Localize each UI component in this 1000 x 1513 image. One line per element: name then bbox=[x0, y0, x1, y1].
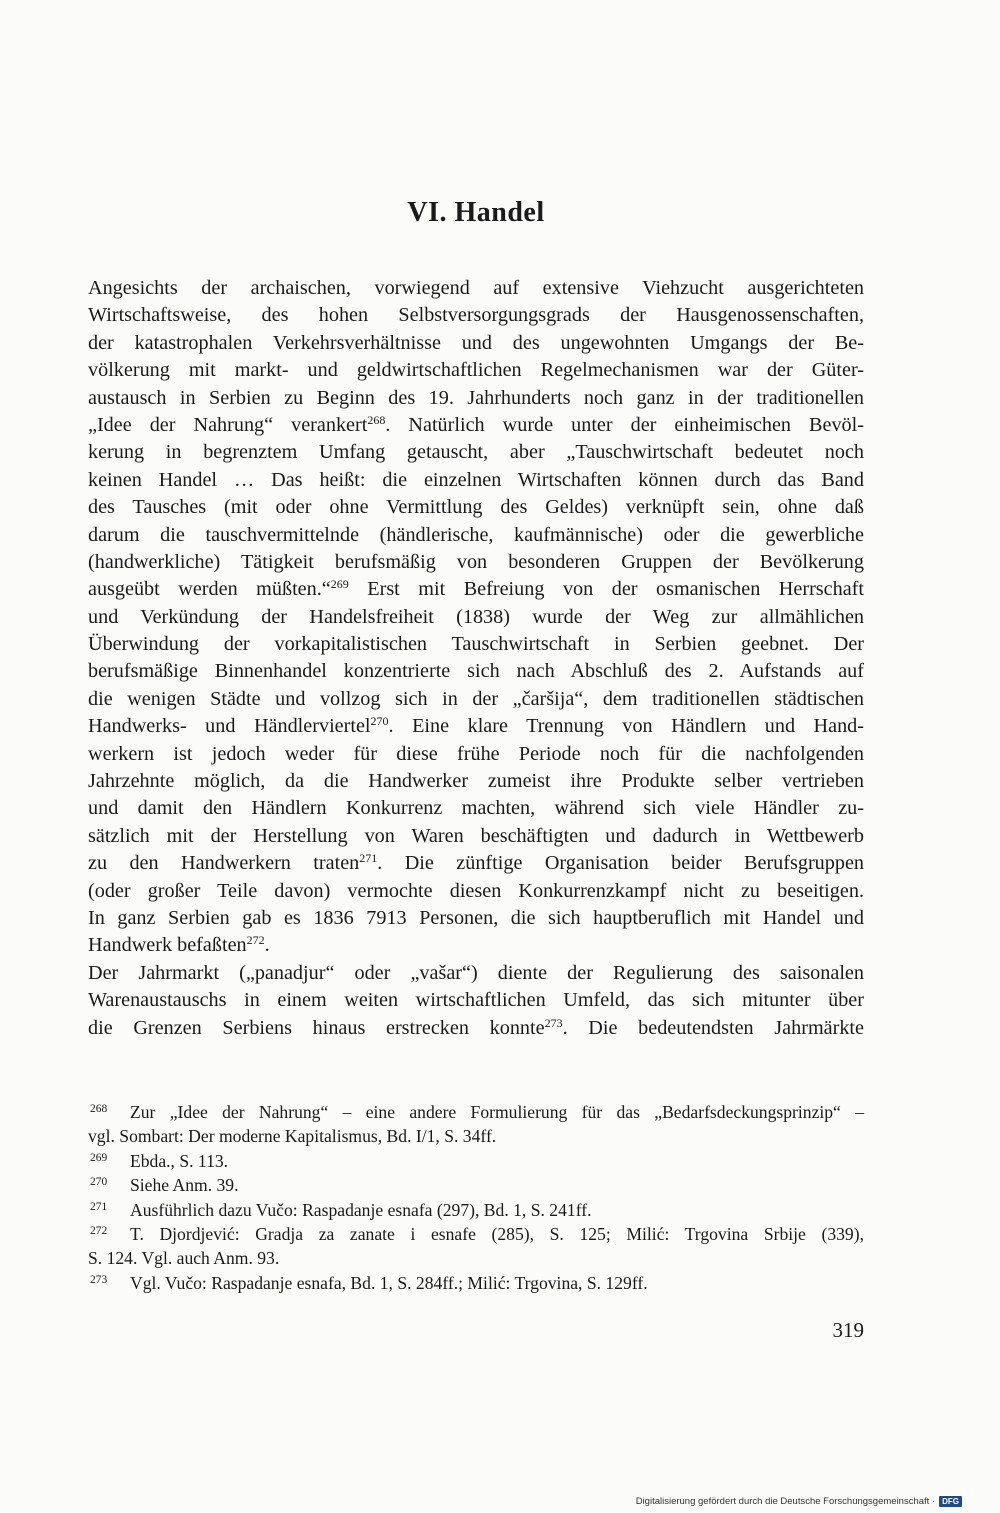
text-line: „Idee der Nahrung“ verankert$^{268}$. Natürlich wurde unter der einheimischen Bevöl- bbox=[88, 412, 864, 436]
text-line: Jahrzehnte möglich, da die Handwerker zumeist ihre Produkte selber vertrieben bbox=[88, 770, 864, 793]
text-line: die wenigen Städte und vollzog sich in der „čaršija“, dem traditionellen städtischen bbox=[88, 687, 864, 710]
footnote-text: vgl. Sombart: Der moderne Kapitalismus, Bd. I/1, S. 34ff. bbox=[88, 1126, 497, 1147]
footnote-line bbox=[88, 1198, 864, 1222]
text-line: Überwindung der vorkapitalistischen Tauschwirtschaft in Serbien geebnet. Der bbox=[88, 633, 864, 656]
footnote-text: Zur „Idee der Nahrung“ – eine andere Formulierung für das „Bedarfsdeckungsprinzip“ – bbox=[130, 1102, 864, 1122]
chapter-title: VI. Handel bbox=[407, 197, 545, 228]
footnote-number: 269 bbox=[90, 1151, 108, 1164]
footnote-number: 272 bbox=[90, 1224, 108, 1237]
footnote-line bbox=[88, 1246, 864, 1270]
footnote-ref: 268 bbox=[367, 412, 386, 427]
text-line: sätzlich mit der Herstellung von Waren beschäftigten und dadurch in Wettbewerb bbox=[88, 824, 864, 847]
text-line: Wirtschaftsweise, des hohen Selbstversorgungsgrads der Hausgenossenschaften, bbox=[88, 304, 864, 327]
footnote-line bbox=[88, 1173, 864, 1197]
footnote-number: 271 bbox=[90, 1200, 108, 1213]
text-line: In ganz Serbien gab es 1836 7913 Personen, die sich hauptberuflich mit Handel und bbox=[88, 906, 864, 929]
text-line: Angesichts der archaischen, vorwiegend auf extensive Viehzucht ausgerichteten bbox=[88, 277, 864, 299]
footnote-text: Siehe Anm. 39. bbox=[130, 1175, 239, 1196]
text-line: und Verkündung der Handelsfreiheit (1838) wurde der Weg zur allmählichen bbox=[88, 605, 864, 628]
footnote-ref: 269 bbox=[330, 577, 349, 592]
page-number: 319 bbox=[832, 1318, 864, 1342]
text-line: die Grenzen Serbiens hinaus erstrecken konnte$^{273}$. Die bedeutendsten Jahrmärkte bbox=[88, 1015, 864, 1039]
footnote-line bbox=[88, 1222, 864, 1246]
footnote-text: Ausführlich dazu Vučo: Raspadanje esnafa (297), Bd. 1, S. 241ff. bbox=[130, 1199, 592, 1220]
text-line: völkerung mit markt- und geldwirtschaftlichen Regelmechanismen war der Güter- bbox=[88, 359, 864, 382]
text-line: darum die tauschvermittelnde (händlerische, kaufmännische) oder die gewerbliche bbox=[88, 523, 864, 546]
footnote-line bbox=[88, 1100, 864, 1124]
text-line: kerung in begrenztem Umfang getauscht, aber „Tauschwirtschaft bedeutet noch bbox=[88, 441, 864, 464]
footnote-text: S. 124. Vgl. auch Anm. 93. bbox=[88, 1248, 280, 1269]
footnote-ref: 271 bbox=[359, 851, 378, 866]
body-text bbox=[88, 275, 864, 1042]
digitization-credit bbox=[636, 1496, 962, 1507]
text-line: (oder großer Teile davon) vermochte diesen Konkurrenzkampf nicht zu beseitigen. bbox=[88, 879, 864, 902]
text-line: berufsmäßige Binnenhandel konzentrierte sich nach Abschluß des 2. Aufstands auf bbox=[88, 660, 864, 683]
footnote-number: 268 bbox=[90, 1103, 108, 1115]
text-line: (handwerkliche) Tätigkeit berufsmäßig von besonderen Gruppen der Bevölkerung bbox=[88, 550, 864, 573]
footnote-ref: 272 bbox=[246, 933, 265, 948]
footnote-text: Ebda., S. 113. bbox=[130, 1150, 229, 1171]
text-line: ausgeübt werden müßten.“$^{269}$ Erst mit Befreiung von der osmanischen Herrschaft bbox=[88, 577, 864, 601]
text-line: Warenaustauschs in einem weiten wirtschaftlichen Umfeld, das sich mitunter über bbox=[88, 989, 864, 1012]
text-line: Handwerks- und Händlerviertel$^{270}$. Eine klare Trennung von Händlern und Hand- bbox=[88, 714, 865, 738]
footnote-number: 270 bbox=[90, 1176, 108, 1189]
footnote-number: 273 bbox=[90, 1273, 108, 1286]
footnote-ref: 273 bbox=[544, 1015, 563, 1030]
text-line: und damit den Händlern Konkurrenz machten, während sich viele Händler zu- bbox=[88, 797, 864, 820]
text-line: Handwerk befaßten$^{272}$. bbox=[88, 933, 270, 957]
text-line: zu den Handwerkern traten$^{271}$. Die zünftige Organisation beider Berufsgruppen bbox=[88, 851, 864, 875]
footnote-line bbox=[88, 1271, 864, 1295]
text-line: Der Jahrmarkt („panadjur“ oder „vašar“) diente der Regulierung des saisonalen bbox=[88, 961, 864, 984]
dfg-logo: DFG bbox=[939, 1496, 962, 1507]
text-line: werkern ist jedoch weder für diese frühe Periode noch für die nachfolgenden bbox=[88, 742, 864, 765]
text-line: des Tausches (mit oder ohne Vermittlung des Geldes) verknüpft sein, ohne daß bbox=[88, 496, 864, 519]
footnote-line bbox=[88, 1149, 864, 1173]
text-line: austausch in Serbien zu Beginn des 19. Jahrhunderts noch ganz in der traditionellen bbox=[88, 386, 864, 409]
footnotes bbox=[88, 1100, 864, 1295]
text-line: keinen Handel … Das heißt: die einzelnen Wirtschaften können durch das Band bbox=[88, 468, 864, 491]
footnote-text: T. Djordjević: Gradja za zanate i esnafe (285), S. 125; Milić: Trgovina Srbije (339), bbox=[130, 1223, 864, 1244]
footnote-text: Vgl. Vučo: Raspadanje esnafa, Bd. 1, S. 284ff.; Milić: Trgovina, S. 129ff. bbox=[130, 1272, 648, 1293]
text-line: der katastrophalen Verkehrsverhältnisse und des ungewohnten Umgangs der Be- bbox=[88, 331, 864, 354]
footnote-line bbox=[88, 1124, 864, 1148]
footnote-ref: 270 bbox=[370, 714, 389, 729]
credit-text: Digitalisierung gefördert durch die Deutsche Forschungsgemeinschaft · bbox=[635, 1496, 936, 1507]
